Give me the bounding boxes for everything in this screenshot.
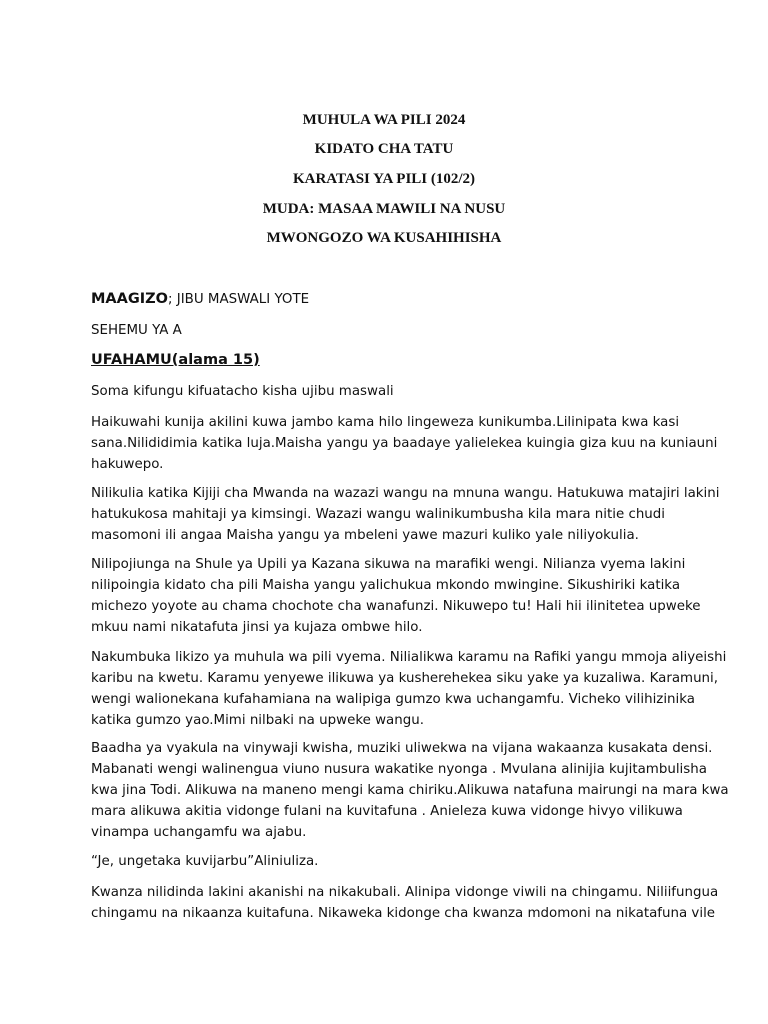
paragraph-line: Baadha ya vyakula na vinywaji kwisha, muziki uliwekwa na vijana wakaanza kusakata densi. [91,741,713,756]
paragraph-3 [91,554,701,638]
header-duration: MUDA: MASAA MAWILI NA NUSU [262,201,506,217]
paragraph-line: Mabanati wengi walinengua viuno nusura wakatike nyonga . Mvulana alinijia kujitambulisha [91,762,707,777]
paragraph-line: “Je, ungetaka kuvijarbu”Aliniuliza. [91,854,319,869]
paragraph-line: masomoni ili angaa Maisha yangu ya mbeleni yawe mazuri kuliko yale niliyokulia. [91,528,639,543]
paragraph-line: Nilikulia katika Kijiji cha Mwanda na wazazi wangu na mnuna wangu. Hatukuwa matajiri lakini [91,486,720,501]
paragraph-7 [91,882,719,924]
paragraph-line: Kwanza nilidinda lakini akanishi na nikakubali. Alinipa vidonge viwili na chingamu. Niliifungua [91,885,719,900]
paragraph-line: nilipoingia kidato cha pili Maisha yangu yalichukua mkondo mwingine. Sikushiriki katika [91,578,681,593]
header-paper: KARATASI YA PILI (102/2) [292,171,476,187]
instructions-text: ; JIBU MASWALI YOTE [168,292,310,307]
paragraph-line: mara alikuwa akitia vidonge fulani na kuvitafuna . Anieleza kuwa vidonge hivyo vilikuwa [91,804,683,819]
paragraph-line: hakuwepo. [91,457,164,472]
header-form: KIDATO CHA TATU [314,141,454,157]
paragraph-line: Nakumbuka likizo ya muhula wa pili vyema. Nilialikwa karamu na Rafiki yangu mmoja aliyeishi [91,650,727,665]
paragraph-line: vinampa uchangamfu wa ajabu. [91,825,307,840]
header-term: MUHULA WA PILI 2024 [302,112,466,128]
paragraph-line: michezo yoyote au chama chochote cha wanafunzi. Nikuwepo tu! Hali hii ilinitetea upweke [91,599,701,614]
paragraph-2 [91,483,720,546]
paragraph-line: Nilipojiunga na Shule ya Upili ya Kazana sikuwa na marafiki wengi. Nilianza vyema lakini [91,557,686,572]
paragraph-line: hatukukosa mahitaji ya kimsingi. Wazazi wangu walinikumbusha kila mara nitie chudi [91,507,666,522]
comprehension-heading [91,350,679,371]
paragraph-line: karibu na kwetu. Karamu yenyewe ilikuwa ya kusherehekea siku yake ya kuzaliwa. Karamuni, [91,671,719,686]
paragraph-line: kwa jina Todi. Alikuwa na maneno mengi kama chiriku.Alikuwa natafuna mairungi na mara kwa [91,783,729,798]
paragraph-line: mkuu nami nikatafuta jinsi ya kujaza ombwe hilo. [91,620,423,635]
instructions-label: MAAGIZO [91,291,169,307]
paragraph-1 [91,412,718,475]
paragraph-line: katika gumzo yao.Mimi nilbaki na upweke wangu. [91,713,424,728]
paragraph-4 [91,647,727,731]
reading-prompt: Soma kifungu kifuatacho kisha ujibu maswali [91,384,394,399]
paragraph-5 [91,738,729,843]
instructions-line [91,289,679,310]
paragraph-6 [91,851,679,872]
paragraph-line: chingamu na nikaanza kuitafuna. Nikaweka kidonge cha kwanza mdomoni na nikatafuna vile [91,906,716,921]
paragraph-line: wengi walionekana kufahamiana na walipiga gumzo kwa uchangamfu. Vicheko vilihizinika [91,692,695,707]
comprehension-heading-text: UFAHAMU(alama 15) [91,352,260,368]
paragraph-line: sana.Nilididimia katika luja.Maisha yangu ya baadaye yalielekea kuingia giza kuu na kuniauni [91,436,718,451]
paragraph-line: Haikuwahi kunija akilini kuwa jambo kama hilo lingeweza kunikumba.Lilinipata kwa kasi [91,415,680,430]
section-title: SEHEMU YA A [91,323,182,338]
header-marking-scheme: MWONGOZO WA KUSAHIHISHA [266,230,502,246]
